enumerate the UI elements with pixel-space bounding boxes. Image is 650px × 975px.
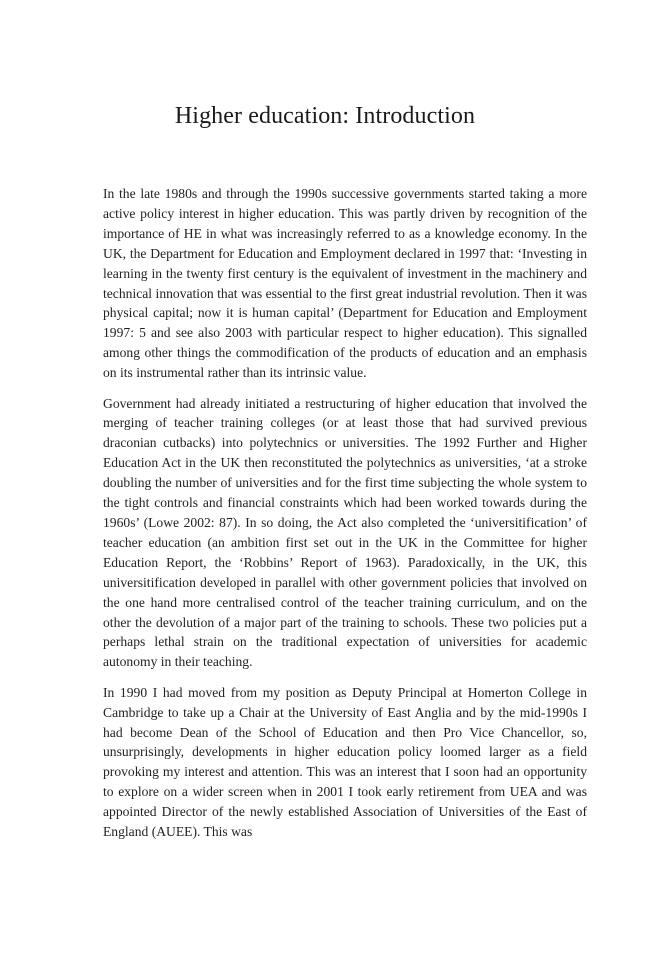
page-title: Higher education: Introduction: [174, 103, 476, 129]
paragraph-3: In 1990 I had moved from my position as Deputy Principal at Homerton College in Cambridge to take up a Chair at the University of East Anglia and by the mid-1990s I had become Dean of the School of Education and then Pro Vice Chancellor, so, unsurprisingly, developments in higher education policy loomed larger as a field provoking my interest and attention. This was an interest that I soon had an opportunity to explore on a wider screen when in 2001 I took early retirement from UEA and was appointed Director of the newly established Association of Universities of the East of England (AUEE). This was: [103, 684, 587, 840]
body-text: [103, 184, 587, 853]
paragraph-1: In the late 1980s and through the 1990s successive governments started taking a more active policy interest in higher education. This was partly driven by recognition of the importance of HE in what was increasingly referred to as a knowledge economy. In the UK, the Department for Education and Employment declared in 1997 that: ‘Investing in learning in the twenty first century is the equivalent of investment in the machinery and technical innovation that was essential to the first great industrial revolution. Then it was physical capital; now it is human capital’ (Department for Education and Employment 1997: 5 and see also 2003 with particular respect to higher education). This signalled among other things the commodification of the products of education and an emphasis on its instrumental rather than its intrinsic value.: [103, 186, 587, 381]
paragraph-2: Government had already initiated a restructuring of higher education that involved the merging of teacher training colleges (or at least those that had survived previous draconian cutbacks) into polytechnics or universities. The 1992 Further and Higher Education Act in the UK then reconstituted the polytechnics as universities, ‘at a stroke doubling the number of universities and for the first time subjecting the whole system to the tight controls and financial constraints which had been worked towards during the 1960s’ (Lowe 2002: 87). In so doing, the Act also completed the ‘universitification’ of teacher education (an ambition first set out in the UK in the Committee for higher Education Report, the ‘Robbins’ Report of 1963). Paradoxically, in the UK, this universitification developed in parallel with other government policies that involved on the one hand more centralised control of the teacher training curriculum, and on the other the devolution of a major part of the training to schools. These two policies put a perhaps lethal strain on the traditional expectation of universities for academic autonomy in their teaching.: [103, 395, 587, 670]
